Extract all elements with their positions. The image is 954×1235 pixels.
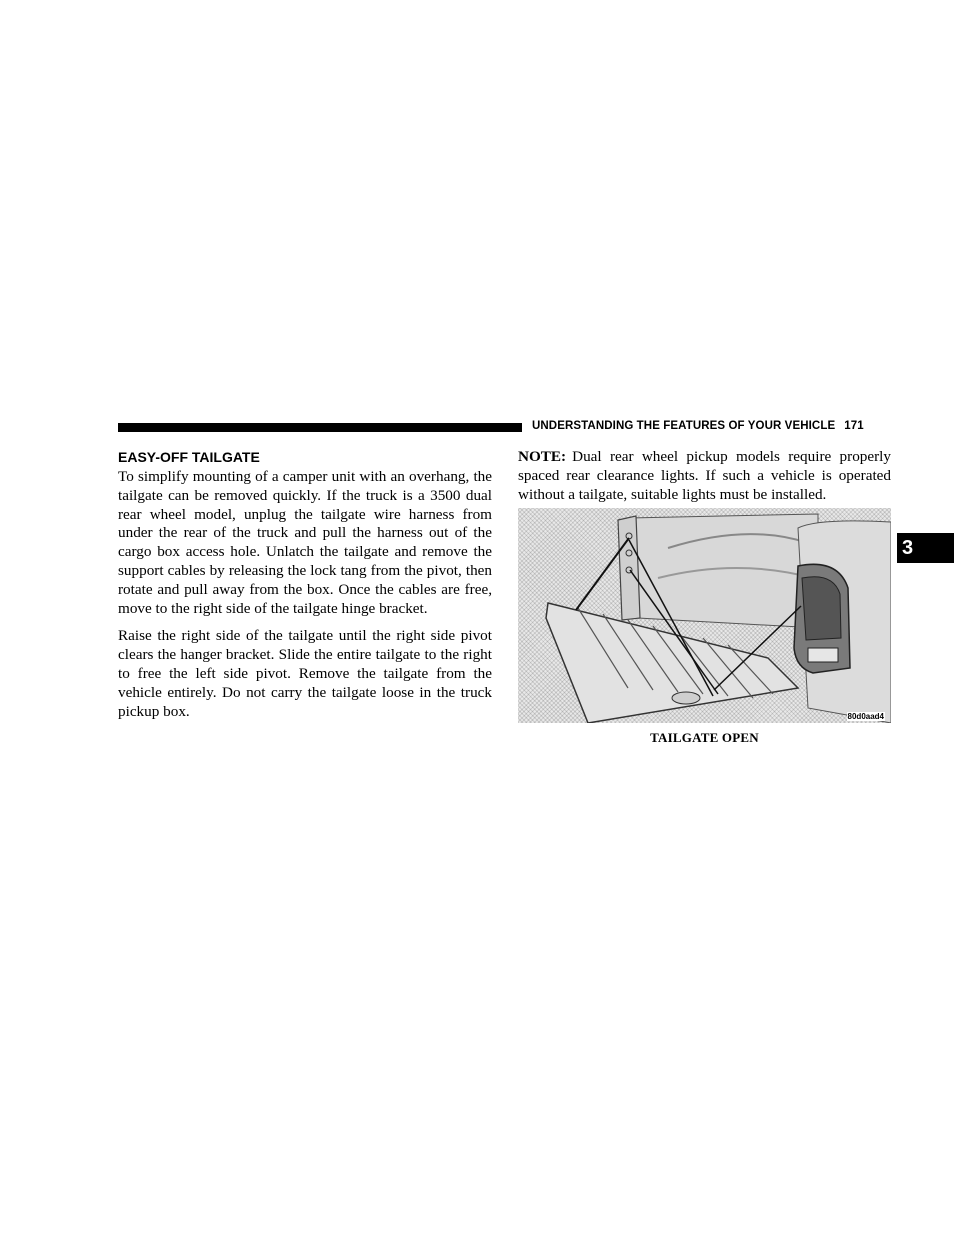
left-column [118, 448, 492, 730]
note-text: Dual rear wheel pickup models require properly spaced rear clearance lights. If such a vehicle is operated without a tailgate, suitable lights must be installed. [518, 448, 891, 503]
page-number: 171 [844, 420, 864, 432]
figure-caption: TAILGATE OPEN [650, 730, 759, 745]
note-label: NOTE: [518, 448, 567, 465]
header-rule [118, 423, 522, 432]
section-heading: EASY-OFF TAILGATE [118, 449, 260, 465]
chapter-tab: 3 [897, 533, 954, 563]
right-column [518, 448, 891, 504]
tailgate-illustration [518, 508, 891, 723]
running-header [532, 420, 892, 432]
header-title: UNDERSTANDING THE FEATURES OF YOUR VEHICLE [532, 420, 836, 432]
figure-id: 80d0aad4 [847, 712, 884, 721]
note [518, 448, 891, 504]
paragraph-1: To simplify mounting of a camper unit with an overhang, the tailgate can be removed quickly. If the truck is a 3500 dual rear wheel model, unplug the tailgate wire harness from under the rear of the truck and pull the harness out of the cargo box access hole. Unlatch the tailgate and remove the support cables by releasing the lock tang from the pivot, then rotate and pull away from the box. Once the cables are free, move to the right side of the tailgate hinge bracket. [118, 468, 492, 617]
paragraph-2: Raise the right side of the tailgate until the right side pivot clears the hanger bracket. Slide the entire tailgate to the right to free the left side pivot. Remove the tailgate from the vehicle entirely. Do not carry the tailgate loose in the truck pickup box. [118, 627, 492, 720]
tailgate-drawing [518, 508, 891, 723]
